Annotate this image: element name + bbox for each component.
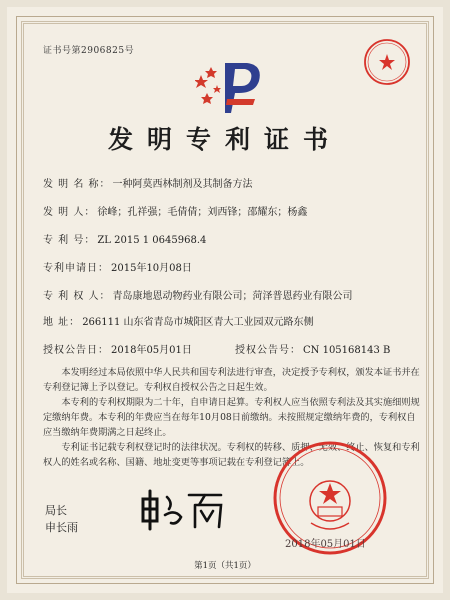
certificate-title: 发明专利证书 bbox=[107, 125, 342, 154]
field-value: 一种阿莫西林制剂及其制备方法 bbox=[112, 179, 253, 190]
certificate-page bbox=[7, 7, 443, 593]
body-paragraph: 专利证书记载专利权登记时的法律状况。专利权的转移、质押、无效、终止、恢复和专利权人的姓名或名称、国籍、地址变更等事项记载在专利登记簿上。 bbox=[43, 442, 420, 468]
field-grant-number bbox=[235, 341, 390, 356]
seal-date: 2018年05月01日 bbox=[285, 539, 366, 550]
field-filing-date bbox=[43, 259, 192, 274]
field-patentee bbox=[43, 287, 353, 302]
field-invention-name bbox=[43, 175, 253, 190]
field-value: 2015年10月08日 bbox=[111, 263, 192, 274]
page-number: 第1页（共1页） bbox=[194, 561, 256, 571]
field-value: 2018年05月01日 bbox=[111, 345, 192, 356]
field-patent-number bbox=[43, 231, 206, 246]
field-value: 266111 山东省青岛市城阳区青大工业园双元路东侧 bbox=[82, 317, 314, 328]
field-inventors bbox=[43, 203, 307, 218]
field-value: 青岛康地恩动物药业有限公司；菏泽普恩药业有限公司 bbox=[112, 291, 353, 302]
field-label: 专 利 权 人： bbox=[43, 291, 111, 302]
field-value: CN 105168143 B bbox=[303, 345, 391, 356]
field-label: 发 明 人： bbox=[43, 207, 96, 218]
field-value: ZL 2015 1 0645968.4 bbox=[97, 235, 207, 246]
director-signature-icon bbox=[137, 487, 227, 531]
field-address bbox=[43, 313, 314, 328]
field-label: 发 明 名 称： bbox=[43, 179, 111, 190]
small-seal-icon bbox=[362, 37, 412, 87]
body-paragraph: 本专利的专利权期限为二十年，自申请日起算。专利权人应当依照专利法及其实施细则规定缴纳年费。本专利的年费应当在每年10月08日前缴纳。未按照规定缴纳年费的，专利权自应当缴纳年费期满之日起终止。 bbox=[43, 397, 420, 438]
certificate-number: 证书号第2906825号 bbox=[43, 46, 135, 56]
field-label: 地 址： bbox=[43, 317, 81, 328]
field-grant-date bbox=[43, 341, 192, 356]
field-label: 授权公告号： bbox=[235, 345, 301, 356]
field-label: 授权公告日： bbox=[43, 345, 109, 356]
field-label: 专 利 号： bbox=[43, 235, 96, 246]
field-label: 专利申请日： bbox=[43, 263, 109, 274]
body-paragraph: 本发明经过本局依照中华人民共和国专利法进行审查，决定授予专利权，颁发本证书并在专利登记簿上予以登记。专利权自授权公告之日起生效。 bbox=[43, 367, 420, 393]
field-value: 徐峰；孔祥强；毛倩倩；刘西锋；邵耀东；杨鑫 bbox=[97, 207, 308, 218]
director-name: 申长雨 bbox=[45, 521, 78, 534]
director-label: 局长 bbox=[45, 504, 67, 517]
cnipa-logo-icon bbox=[195, 59, 265, 117]
